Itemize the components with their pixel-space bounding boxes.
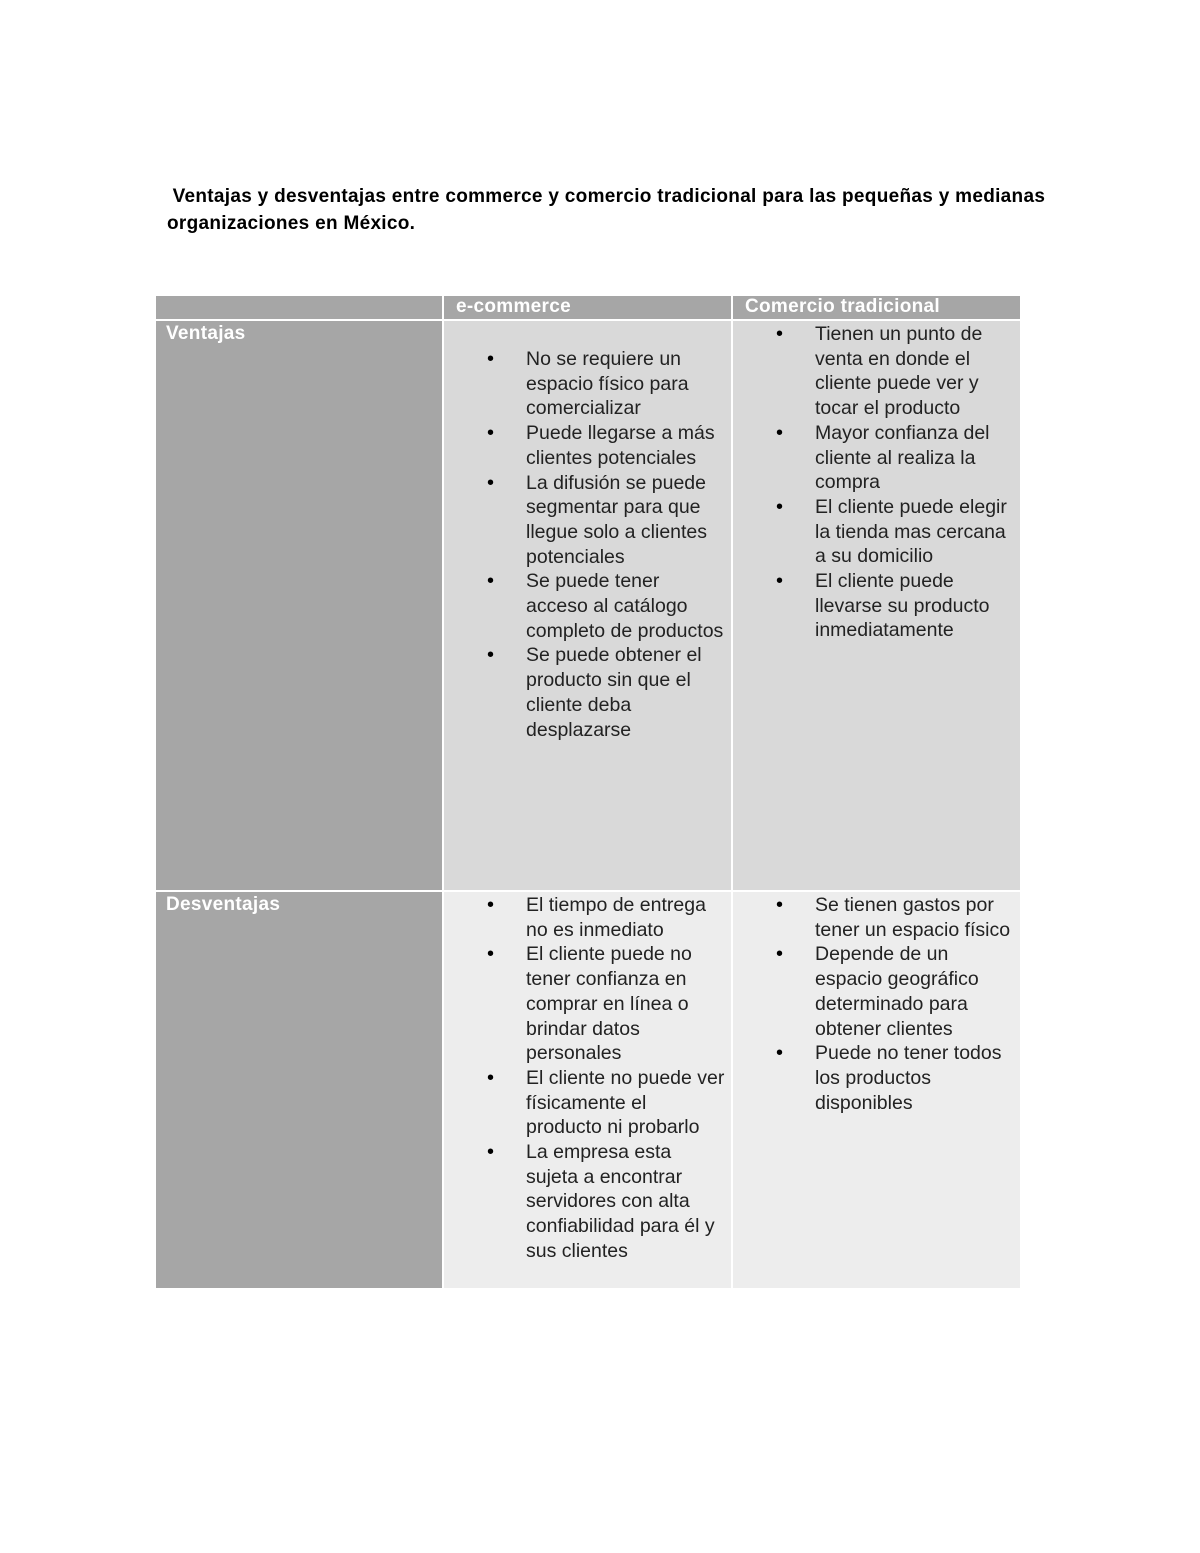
header-empty xyxy=(156,296,442,319)
row-label-desventajas: Desventajas xyxy=(156,892,442,1288)
cell-ventajas-ecommerce xyxy=(444,321,731,890)
list-item: • El cliente puede elegir la tienda mas cercana a su domicilio xyxy=(733,495,1020,569)
cell-ventajas-tradicional xyxy=(733,321,1020,890)
list-ventajas-tradicional xyxy=(733,322,1020,643)
list-item: • La empresa esta sujeta a encontrar servidores con alta confiabilidad para él y sus clientes xyxy=(444,1140,731,1264)
table-row-ventajas xyxy=(156,321,1020,890)
list-item: • Puede llegarse a más clientes potenciales xyxy=(444,421,731,470)
list-item: • El cliente puede llevarse su producto inmediatamente xyxy=(733,569,1020,643)
list-item: • No se requiere un espacio físico para comercializar xyxy=(444,347,731,421)
header-comercio-tradicional: Comercio tradicional xyxy=(733,296,1020,319)
cell-desventajas-ecommerce xyxy=(444,892,731,1288)
list-item: • Tienen un punto de venta en donde el cliente puede ver y tocar el producto xyxy=(733,322,1020,421)
list-desventajas-ecommerce xyxy=(444,893,731,1264)
header-ecommerce: e-commerce xyxy=(444,296,731,319)
list-item: • El tiempo de entrega no es inmediato xyxy=(444,893,731,942)
row-label-ventajas: Ventajas xyxy=(156,321,442,890)
table-row-desventajas xyxy=(156,892,1020,1288)
list-item: • El cliente no puede ver físicamente el producto ni probarlo xyxy=(444,1066,731,1140)
list-item: • Puede no tener todos los productos disponibles xyxy=(733,1041,1020,1115)
document-title: Ventajas y desventajas entre commerce y comercio tradicional para las pequeñas y medianas organizaciones en México. xyxy=(167,186,1051,234)
list-desventajas-tradicional xyxy=(733,893,1020,1115)
table-header-row xyxy=(156,296,1020,319)
list-item: • La difusión se puede segmentar para que llegue solo a clientes potenciales xyxy=(444,471,731,570)
list-item: • El cliente puede no tener confianza en comprar en línea o brindar datos personales xyxy=(444,942,731,1066)
cell-desventajas-tradicional xyxy=(733,892,1020,1288)
list-item: • Mayor confianza del cliente al realiza la compra xyxy=(733,421,1020,495)
list-item: • Se puede tener acceso al catálogo completo de productos xyxy=(444,569,731,643)
list-item: • Depende de un espacio geográfico determinado para obtener clientes xyxy=(733,942,1020,1041)
list-ventajas-ecommerce xyxy=(444,347,731,742)
list-item: • Se tienen gastos por tener un espacio físico xyxy=(733,893,1020,942)
list-item: • Se puede obtener el producto sin que el cliente deba desplazarse xyxy=(444,643,731,742)
comparison-table xyxy=(154,294,1022,1290)
